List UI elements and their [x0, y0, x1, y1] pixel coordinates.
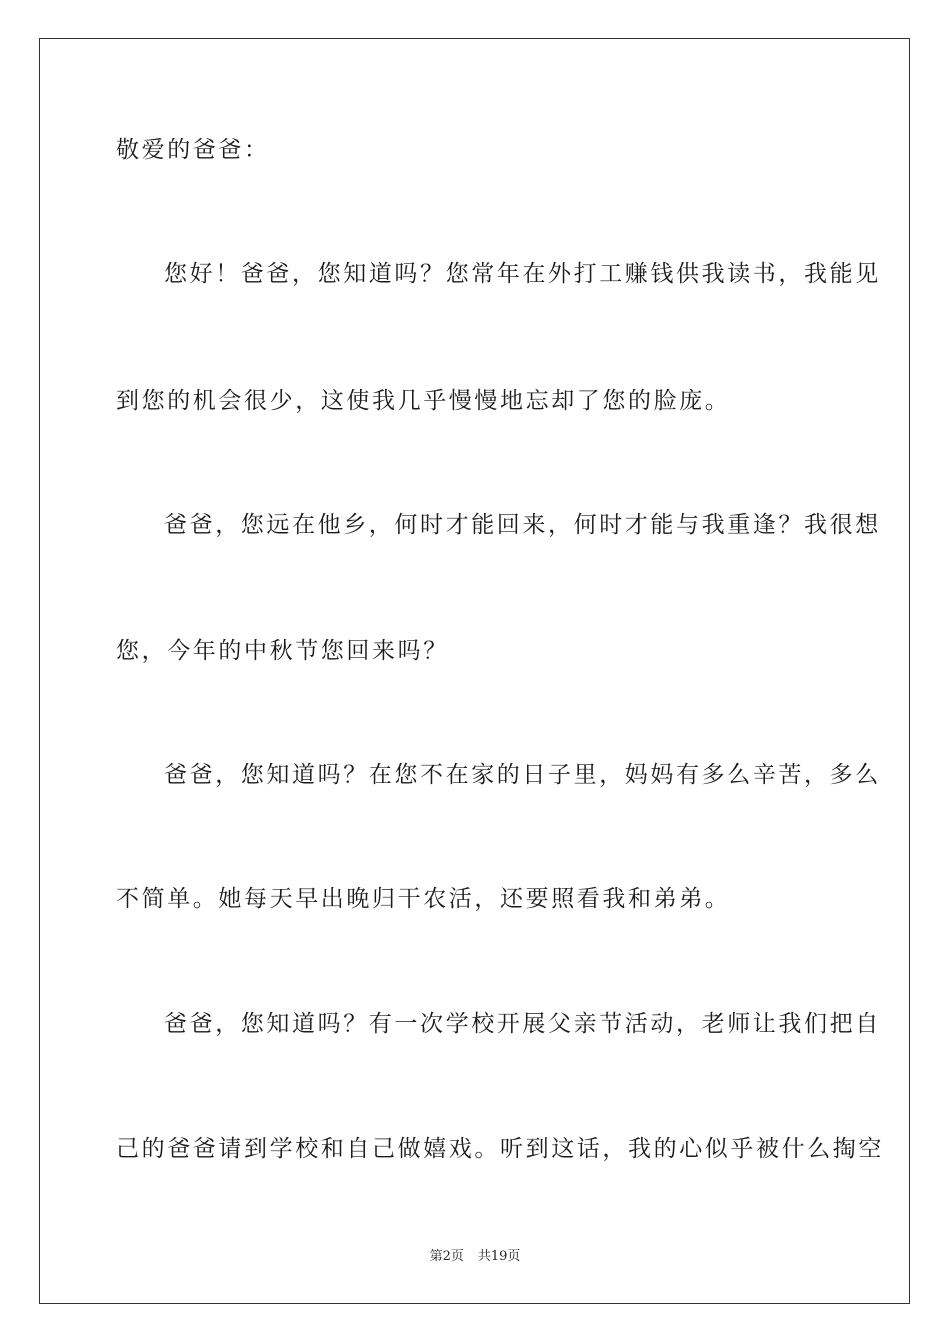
paragraph-line: 您好！爸爸，您知道吗？您常年在外打工赚钱供我读书，我能见 [164, 261, 881, 287]
paragraph-line: 爸爸，您知道吗？有一次学校开展父亲节活动，老师让我们把自 [164, 1011, 881, 1037]
paragraph-line: 爸爸，您知道吗？在您不在家的日子里，妈妈有多么辛苦，多么 [164, 762, 881, 788]
paragraph-line: 爸爸，您远在他乡，何时才能回来，何时才能与我重逢？我很想 [164, 512, 881, 538]
salutation: 敬爱的爸爸： [116, 137, 270, 163]
page-total: 共19页 [477, 1249, 521, 1264]
paragraph-line: 己的爸爸请到学校和自己做嬉戏。听到这话，我的心似乎被什么掏空 [116, 1136, 884, 1162]
page-footer [0, 1248, 950, 1266]
page-border [39, 38, 910, 1304]
paragraph-line: 您，今年的中秋节您回来吗？ [116, 638, 449, 664]
paragraph-line: 到您的机会很少，这使我几乎慢慢地忘却了您的脸庞。 [116, 388, 731, 414]
paragraph-line: 不简单。她每天早出晚归干农活，还要照看我和弟弟。 [116, 886, 731, 912]
page-number: 第2页 [429, 1249, 464, 1264]
